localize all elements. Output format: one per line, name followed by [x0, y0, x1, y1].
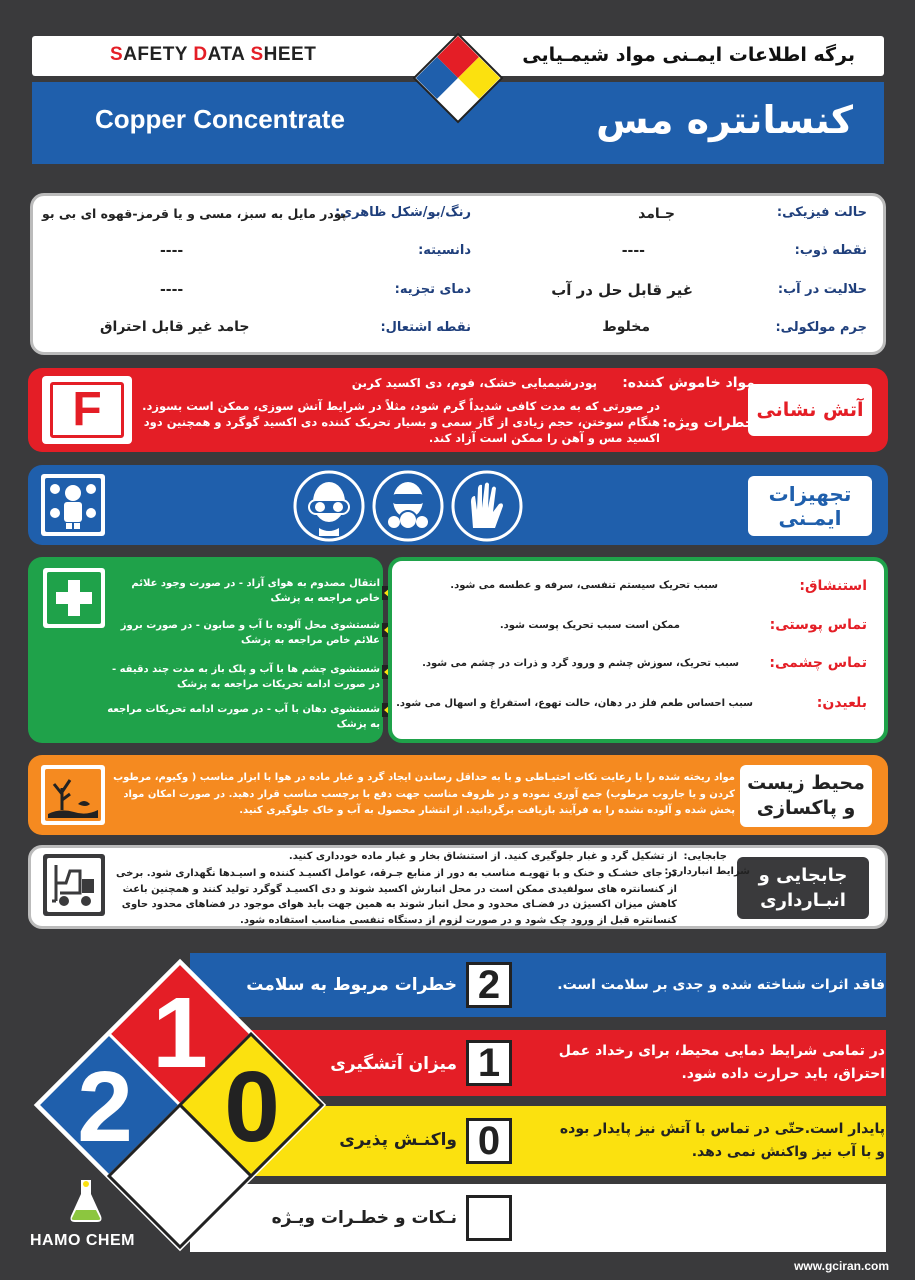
- first-aid-action: شستشوی دهان با آب - در صورت ادامه تحریکات مراجعه به پزشک: [107, 704, 380, 730]
- env-label-line1: محیط زیست: [747, 772, 865, 795]
- environment-section-label: [740, 765, 872, 827]
- prop-value: غیر قابل حل در آب: [551, 281, 693, 299]
- extinguisher-value: پودرشیمیایی خشک، فوم، دی اکسید کربن: [351, 376, 597, 390]
- hand-label-line2: انبـارداری: [760, 890, 846, 911]
- forklift-icon: [42, 853, 106, 917]
- hand-label-line1: جابجایی و: [758, 864, 848, 886]
- prop-label: نقطه اشتعال:: [380, 320, 471, 335]
- flammability-diamond-value: 1: [152, 977, 208, 1089]
- prop-value: ----: [160, 243, 184, 259]
- storage-label: شرایط انبارداری:: [664, 866, 750, 877]
- fa-title: برگه اطلاعات ایمـنی مواد شیمـیایی: [522, 44, 855, 66]
- symptom-text: ممکن است سبب تحریک پوست شود.: [499, 620, 680, 631]
- prop-value: پودر مایل به سبز، مسی و یا قرمز-قهوه ای بی بو: [42, 206, 347, 221]
- reactivity-label: واکنـش پذیری: [339, 1130, 457, 1150]
- symptom-label: استنشاق:: [799, 578, 867, 594]
- fire-section-label: آتش نشانی: [748, 384, 872, 436]
- fire-extinguisher-sign-icon: [42, 376, 132, 444]
- hazards-label: خطرات ویژه:: [662, 415, 755, 431]
- symptom-text: سبب تحریک، سوزش چشم و ورود گرد و ذرات در چشم می شود.: [422, 658, 739, 669]
- storage-text: در جای خشـک و خنک و با تهویـه مناسب به دور از منابع جـرقه، عوامل اکسیـد کننده و اسیـدها نگهداری شود. برخی از کنسانتره های سولفیدی ممکن است در محل انبارش اکسید شوند و دی اکسیـد گوگرد تولید کنند و همچنین باعث کاهش میزان اکسیژن در فضـای محدود و محل انبار شوند به همین جهت باید هوای موجود در فضاهای محدود حاوی کنسانتره قبل از ورود چک شود و در صورت لزوم از دستگاه تنفسی مناسب استفاده شود.: [115, 868, 677, 926]
- first-aid-action: انتقال مصدوم به هوای آزاد - در صورت وجود علائم خاص مراجعه به پزشک: [131, 578, 380, 604]
- prop-label: دانسیته:: [418, 243, 471, 258]
- first-aid-action: شستشوی محل آلوده با آب و صابون - در صورت بروز علائم خاص مراجعه به پزشک: [120, 620, 380, 646]
- prop-label: حالت فیزیکی:: [776, 205, 867, 220]
- prop-label: رنگ/بو/شکل ظاهری:: [334, 205, 471, 220]
- hazards-value: در صورتی که به مدت کافی شدیداً گرم شود، مثلاً در شرایط آتش سوزی، ممکن است بسوزد. هنگام سوختن، حجم زیادی از گاز سمی و بسیار تحریک کننده دی اکسید گوگرد و همچنین دود اکسید مس و آهن را ممکن است آزاد کند.: [142, 399, 660, 446]
- env-label-line2: و پاکسازی: [756, 797, 856, 819]
- website-link[interactable]: www.gciran.com: [794, 1259, 889, 1273]
- environment-text: مواد ریخته شده را با رعایت نکات احتیـاطی و با به حداقل رساندن ایجاد گرد و غبار ماده در هوا با ابزار مناسب ( وکیوم، مرطوب کردن و یا جاروب مرطوب) جمع آوری نموده و در ظروف مناسب جهت دفع با برچسب مناسب قرار دهید. در صورت امکان مواد پخش شده و آلوده نشده را به فرآیند بازیافت برگردانید. از انتشار محصول به آب و خاک جلوگیری کنید.: [113, 772, 735, 816]
- product-name-en: Copper Concentrate: [95, 104, 345, 134]
- flask-logo-icon: [68, 1176, 104, 1226]
- prop-value: جامد غیر قابل احتراق: [100, 319, 250, 335]
- prop-value: مخلوط: [602, 319, 650, 335]
- prop-value: ----: [160, 282, 184, 298]
- goggles-icon: [293, 470, 365, 542]
- respirator-icon: [372, 470, 444, 542]
- gloves-icon: [451, 470, 523, 542]
- ppe-general-icon: [40, 473, 106, 537]
- flammability-desc: در تمامی شرایط دمایی محیط، برای رخداد عمل احتراق، باید حرارت داده شود.: [558, 1043, 885, 1083]
- extinguisher-label: مواد خاموش کننده:: [622, 375, 755, 391]
- symptom-text: سبب تحریک سیستم تنفسی، سرفه و عطسه می شود.: [450, 580, 718, 591]
- handling-text: از تشکیل گرد و غبار جلوگیری کنید. از استنشاق بخار و غبار ماده خودداری کنید.: [288, 851, 677, 862]
- prop-value: ----: [621, 243, 645, 259]
- fire-icon-letter: F: [72, 383, 102, 436]
- prop-label: نقطه ذوب:: [794, 243, 867, 258]
- prop-value: جـامد: [638, 206, 675, 222]
- company-logo: HAMO CHEM: [30, 1232, 135, 1249]
- symptom-label: تماس چشمی:: [769, 655, 867, 671]
- symptom-label: بلعیدن:: [816, 695, 867, 711]
- health-diamond-value: 2: [77, 1051, 133, 1163]
- prop-label: جرم مولکولی:: [775, 320, 867, 335]
- ppe-label-line2: ایمـنی: [778, 506, 842, 530]
- health-desc: فاقد اثرات شناخته شده و جدی بر سلامت است.: [557, 977, 885, 993]
- environment-hazard-icon: [40, 764, 106, 826]
- prop-label: حلالیت در آب:: [777, 282, 867, 297]
- flammability-value-box: 1: [466, 1040, 512, 1086]
- health-value-box: 2: [466, 962, 512, 1008]
- handling-label: جابجایی:: [683, 851, 727, 862]
- handling-section-label: [737, 857, 869, 919]
- product-name-fa: کنسانتره مس: [596, 98, 853, 142]
- reactivity-diamond-value: 0: [224, 1051, 280, 1163]
- first-aid-cross-icon: [42, 567, 106, 629]
- ppe-label-line1: تجهیزات: [768, 482, 852, 506]
- nfpa-mini-diamond-icon: [412, 32, 504, 124]
- first-aid-action: شستشوی چشم ها با آب و پلک باز به مدت چند دقیقه - در صورت ادامه تحریکات مراجعه به پزشک: [111, 664, 380, 690]
- special-label: نـکات و خطـرات ویـژه: [271, 1208, 457, 1228]
- prop-label: دمای تجزیه:: [394, 282, 471, 297]
- symptom-label: تماس پوستی:: [769, 617, 867, 633]
- sds-title: SAFETY DATA SHEET: [110, 44, 317, 65]
- reactivity-desc: پایدار است.حتّی در تماس با آتش نیز پایدار بوده و با آب نیز واکنش نمی دهد.: [559, 1121, 885, 1161]
- reactivity-value-box: 0: [466, 1118, 512, 1164]
- flammability-label: میزان آتشگیری: [330, 1054, 457, 1074]
- special-value-box: [466, 1195, 512, 1241]
- health-label: خطرات مربوط به سلامت: [246, 975, 457, 995]
- symptom-text: سبب احساس طعم فلز در دهان، حالت تهوع، استفراغ و اسهال می شود.: [396, 698, 753, 709]
- ppe-section-label: [748, 476, 872, 536]
